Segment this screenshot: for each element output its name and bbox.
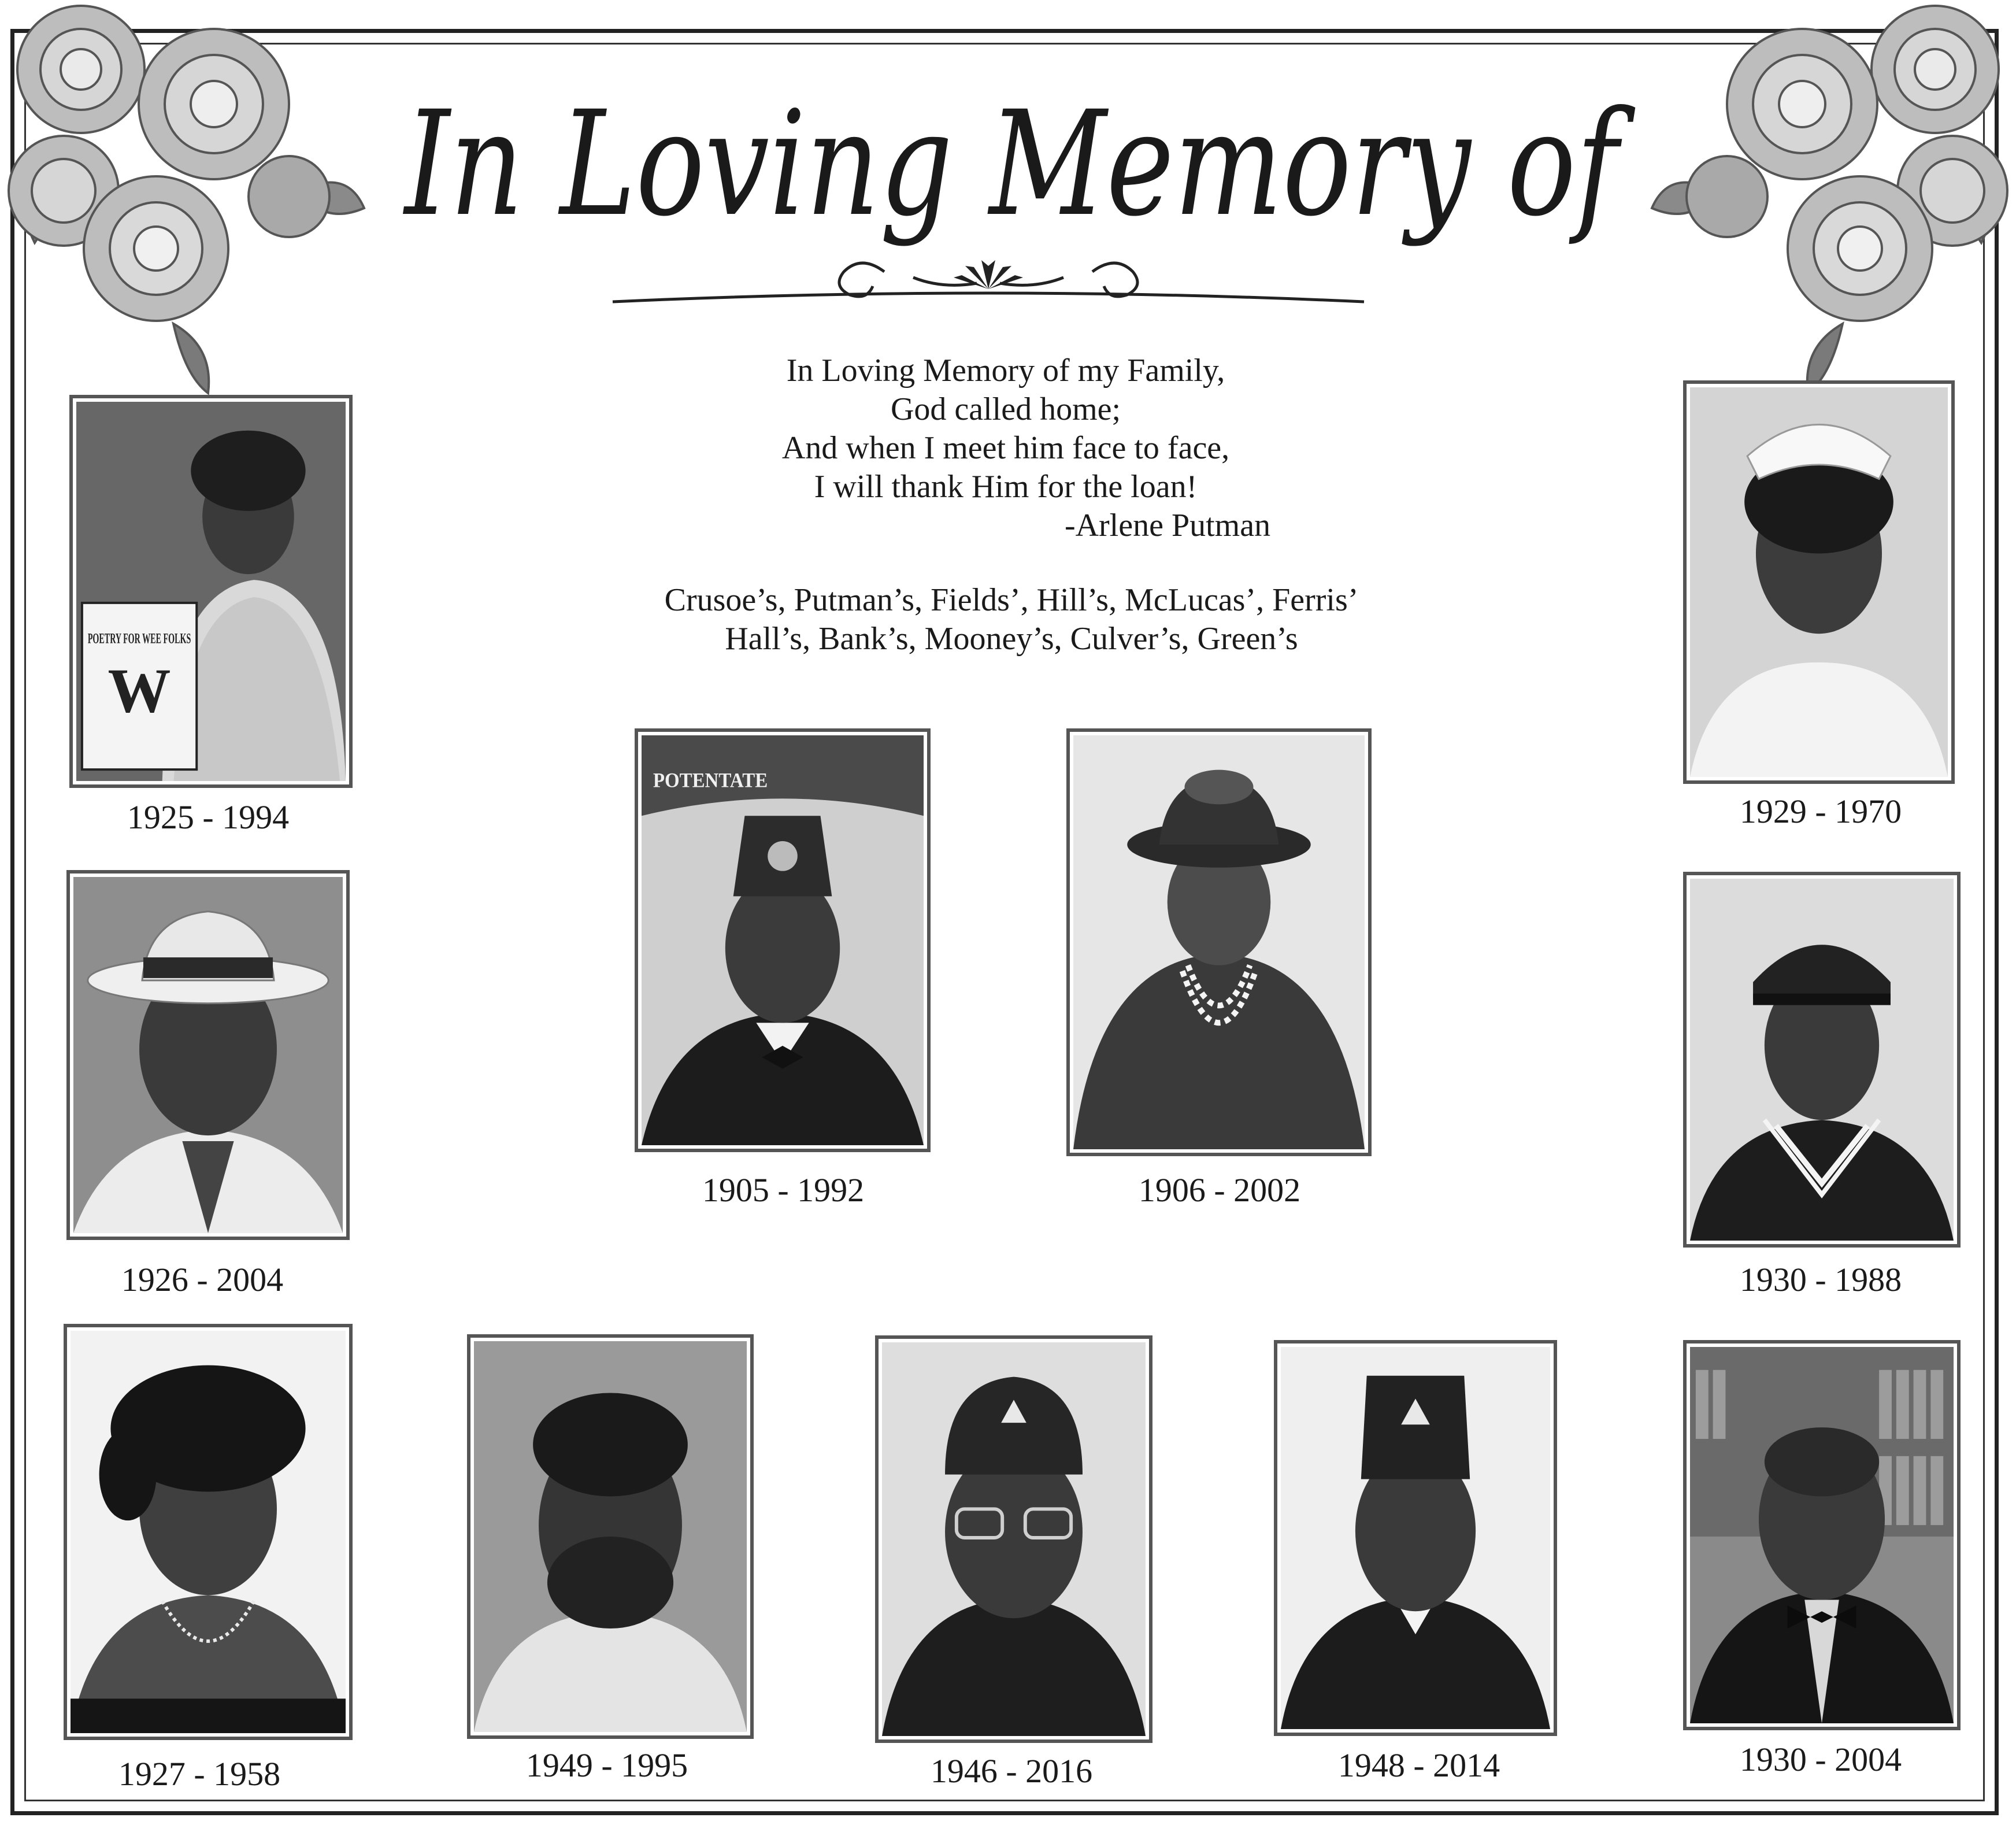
poem-line: In Loving Memory of my Family, xyxy=(786,353,1225,388)
portrait-photo xyxy=(64,1324,353,1740)
portrait-photo xyxy=(467,1334,754,1739)
portrait-photo xyxy=(1274,1340,1557,1736)
portrait-dates: 1930 - 1988 xyxy=(1739,1261,1902,1298)
memorial-poem xyxy=(520,351,1491,545)
flower-bouquet-right xyxy=(1646,0,2016,393)
page-title xyxy=(347,46,1676,266)
portrait-dates: 1926 - 2004 xyxy=(121,1261,284,1298)
portrait-dates: 1905 - 1992 xyxy=(702,1171,865,1209)
hat-text: POTENTATE xyxy=(653,768,768,792)
portrait-dates: 1949 - 1995 xyxy=(525,1746,688,1784)
portrait-dates: 1906 - 2002 xyxy=(1138,1171,1301,1209)
poem-line: God called home; xyxy=(890,391,1121,427)
portrait-photo xyxy=(1683,380,1955,784)
portrait-dates: 1929 - 1970 xyxy=(1739,793,1902,830)
ornamental-divider xyxy=(613,249,1364,312)
portrait-dates: 1930 - 2004 xyxy=(1739,1741,1902,1778)
page-title-text: In Loving Memory of xyxy=(402,80,1636,248)
portrait-photo xyxy=(1683,872,1961,1248)
portrait-dates: 1927 - 1958 xyxy=(118,1755,281,1793)
poem-line: I will thank Him for the loan! xyxy=(814,469,1198,505)
portrait-dates: 1948 - 2014 xyxy=(1337,1746,1500,1784)
portrait-photo xyxy=(66,870,350,1240)
family-names xyxy=(462,581,1561,658)
portrait-dates: 1925 - 1994 xyxy=(127,798,290,836)
book-text: POETRY FOR WEE FOLKS xyxy=(87,630,191,647)
flower-bouquet-left xyxy=(0,0,370,393)
svg-text:W: W xyxy=(108,656,171,726)
portrait-photo xyxy=(635,728,931,1152)
portrait-dates: 1946 - 2016 xyxy=(930,1752,1093,1790)
poem-author: -Arlene Putman xyxy=(1064,508,1271,543)
portrait-photo xyxy=(1683,1340,1961,1730)
portrait-photo xyxy=(875,1335,1152,1743)
family-names-line-2: Hall’s, Bank’s, Mooney’s, Culver’s, Green’s xyxy=(725,621,1298,657)
family-names-line-1: Crusoe’s, Putman’s, Fields’, Hill’s, McLucas’, Ferris’ xyxy=(664,582,1359,618)
portrait-photo xyxy=(69,395,353,788)
poem-line: And when I meet him face to face, xyxy=(781,430,1230,466)
portrait-photo xyxy=(1066,728,1372,1156)
